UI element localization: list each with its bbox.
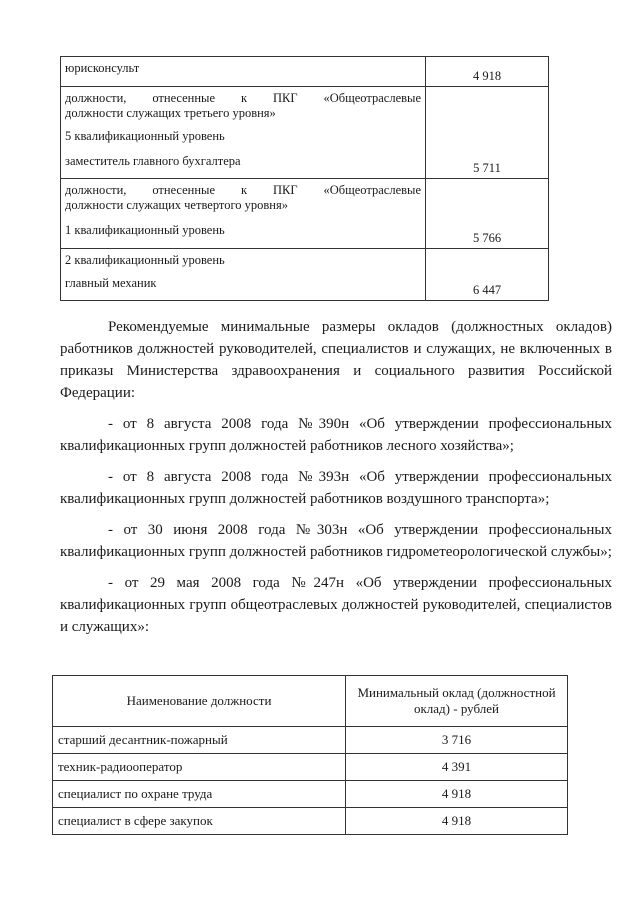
salary-value: 4 918 (346, 808, 568, 835)
group-title-line: должности служащих третьего уровня» (65, 106, 276, 120)
position-name: юрисконсульт (65, 61, 140, 75)
body-text (60, 316, 612, 638)
table-header-row (53, 676, 568, 727)
table-row (61, 249, 549, 301)
salary-cell: 5 711 (426, 87, 549, 179)
salary-value: 4 391 (346, 754, 568, 781)
table-row (53, 754, 568, 781)
table-row (61, 179, 549, 249)
salary-value: 4 918 (346, 781, 568, 808)
header-position-name: Наименование должности (53, 676, 346, 727)
salary-value: 3 716 (346, 727, 568, 754)
table-row (53, 808, 568, 835)
upper-salary-table (60, 56, 549, 301)
salary-cell: 4 918 (426, 57, 549, 87)
qualification-level: 2 квалификационный уровень (65, 253, 225, 267)
header-min-salary: Минимальный оклад (должностной оклад) - рублей (346, 676, 568, 727)
order-item: - от 29 мая 2008 года №247н «Об утверждении профессиональных квалификационных групп общеотраслевых должностей руководителей, специалистов и служащих»: (60, 575, 612, 635)
position-name: техник-радиооператор (53, 754, 346, 781)
table-row (53, 727, 568, 754)
order-item: - от 8 августа 2008 года №390н «Об утверждении профессиональных квалификационных групп должностей работников лесного хозяйства»; (60, 416, 612, 454)
position-cell (61, 179, 426, 249)
group-title-line: должности, отнесенные к ПКГ «Общеотраслевые (65, 91, 421, 105)
group-title-line: должности служащих четвертого уровня» (65, 198, 288, 212)
intro-paragraph: Рекомендуемые минимальные размеры окладов (должностных окладов) работников должностей руководителей, специалистов и служащих, не включенных в приказы Министерства здравоохранения и социального развития Российской Федерации: (60, 319, 612, 401)
position-cell (61, 249, 426, 301)
position-cell (61, 57, 426, 87)
table-row (61, 87, 549, 179)
position-cell (61, 87, 426, 179)
position-name: заместитель главного бухгалтера (65, 154, 241, 168)
table-row (61, 57, 549, 87)
table-row (53, 781, 568, 808)
position-name: специалист в сфере закупок (53, 808, 346, 835)
order-item: - от 8 августа 2008 года №393н «Об утверждении профессиональных квалификационных групп должностей работников воздушного транспорта»; (60, 469, 612, 507)
position-name: главный механик (65, 276, 157, 290)
qualification-level: 5 квалификационный уровень (65, 129, 225, 143)
position-name: старший десантник-пожарный (53, 727, 346, 754)
lower-salary-table (52, 675, 568, 835)
group-title-line: должности, отнесенные к ПКГ «Общеотраслевые (65, 183, 421, 197)
salary-cell: 6 447 (426, 249, 549, 301)
salary-cell: 5 766 (426, 179, 549, 249)
qualification-level: 1 квалификационный уровень (65, 223, 225, 237)
order-item: - от 30 июня 2008 года №303н «Об утверждении профессиональных квалификационных групп должностей работников гидрометеорологической службы»; (60, 522, 612, 560)
position-name: специалист по охране труда (53, 781, 346, 808)
